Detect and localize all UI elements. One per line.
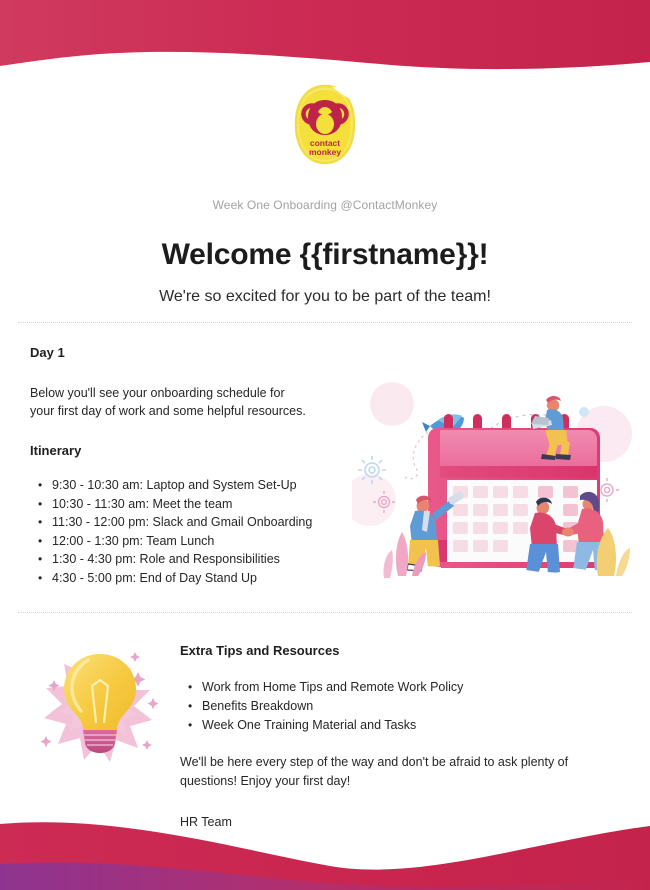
day-one-heading: Day 1 [30, 345, 65, 360]
footer-wave-shape [0, 798, 650, 890]
list-item: • 1:30 - 4:30 pm: Role and Responsibilities [50, 550, 350, 569]
header-wave-shape [0, 0, 650, 78]
subtitle-text: We're so excited for you to be part of the team! [159, 288, 491, 305]
rocket-trail [404, 432, 428, 479]
list-item[interactable]: • Week One Training Material and Tasks [200, 716, 612, 735]
page-title: Welcome {{firstname}}! [161, 238, 489, 271]
divider-top [18, 322, 632, 323]
logo-text-contact: contact [309, 138, 341, 148]
tips-heading: Extra Tips and Resources [180, 643, 340, 658]
brand-logo [0, 84, 650, 171]
logo-text-monkey: monkey [308, 147, 342, 157]
day-one-body-line1: Below you'll see your onboarding schedule for [30, 386, 285, 400]
list-item: • 9:30 - 10:30 am: Laptop and System Set-Up [50, 476, 350, 495]
closing-line1: We'll be here every step of the way and don't be afraid to ask plenty of questions! [180, 755, 569, 788]
day-one-body [30, 384, 350, 420]
list-item: • 12:00 - 1:30 pm: Team Lunch [50, 532, 350, 551]
list-item: • 4:30 - 5:00 pm: End of Day Stand Up [50, 569, 350, 588]
intro-block [0, 196, 650, 308]
day-one-section [30, 344, 350, 587]
list-item: • 11:30 - 12:00 pm: Slack and Gmail Onboarding [50, 513, 350, 532]
lightbulb-idea-icon [30, 636, 170, 776]
itinerary-heading: Itinerary [30, 443, 82, 458]
signoff-text: HR Team [180, 815, 232, 829]
resources-list [180, 678, 612, 735]
list-item[interactable]: • Work from Home Tips and Remote Work Policy [200, 678, 612, 697]
calendar-teamwork-illustration [352, 380, 640, 592]
closing-text [180, 753, 612, 791]
contactmonkey-logo-icon [292, 84, 358, 166]
itinerary-list [30, 476, 350, 587]
day-one-body-line2: your first day of work and some helpful resources. [30, 404, 306, 418]
eyebrow-text: Week One Onboarding @ContactMonkey [212, 198, 438, 212]
closing-line2: Enjoy your first day! [240, 774, 351, 788]
list-item: • 10:30 - 11:30 am: Meet the team [50, 495, 350, 514]
divider-bottom [18, 612, 632, 613]
list-item[interactable]: • Benefits Breakdown [200, 697, 612, 716]
